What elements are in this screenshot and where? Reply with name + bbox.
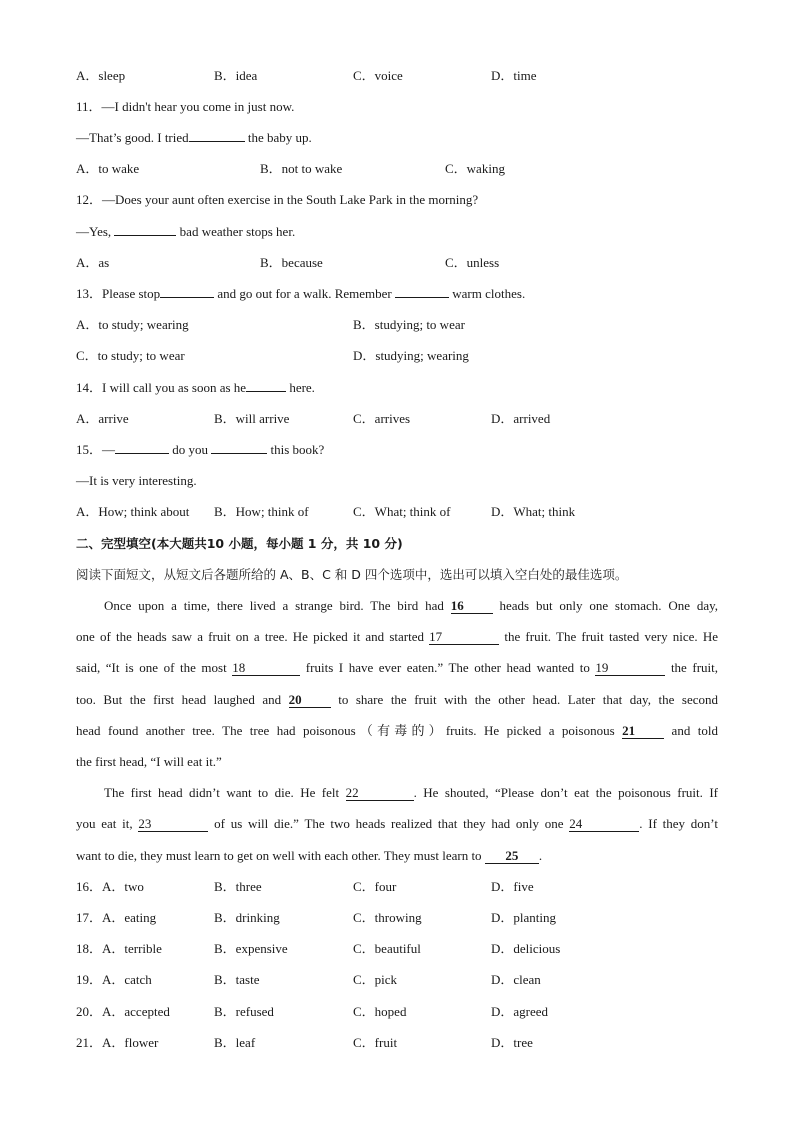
passage-line: one of the heads saw a fruit on a tree. He picked it and started 17 the fruit. The fruit tasted very nice. He bbox=[76, 629, 718, 644]
cloze-blank-25: 25 bbox=[485, 849, 539, 864]
q10-option-a: A．sleep bbox=[76, 68, 126, 83]
passage-line: you eat it, 23 of us will die.” The two heads realized that they had only one 24 . If they don’t bbox=[76, 816, 718, 831]
q15-option-a: A．How; think about bbox=[76, 504, 190, 519]
q15-option-b: B．How; think of bbox=[214, 504, 309, 519]
answer-blank bbox=[395, 297, 449, 298]
q20-option-c: C．hoped bbox=[353, 1004, 407, 1019]
q18-option-c: C．beautiful bbox=[353, 941, 421, 956]
q21-option-d: D．tree bbox=[491, 1035, 533, 1050]
section-instruction: 阅读下面短文，从短文后各题所给的 A、B、C 和 D 四个选项中，选出可以填入空白处的最佳选项。 bbox=[76, 567, 628, 582]
q14-option-c: C．arrives bbox=[353, 411, 411, 426]
passage-line: the first head, “I will eat it.” bbox=[76, 754, 222, 769]
cloze-blank-16: 16 bbox=[451, 599, 493, 614]
q11-stem: 11．—I didn't hear you come in just now. bbox=[76, 99, 295, 114]
q19-option-b: B．taste bbox=[214, 972, 260, 987]
q13-option-a: A．to study; wearing bbox=[76, 317, 189, 332]
q18-option-a: 18．A．terrible bbox=[76, 941, 162, 956]
q11-option-c: C．waking bbox=[445, 161, 505, 176]
q14-option-d: D．arrived bbox=[491, 411, 551, 426]
answer-blank bbox=[160, 297, 214, 298]
cloze-blank-20: 20 bbox=[289, 693, 331, 708]
cloze-blank-23: 23 bbox=[138, 817, 208, 832]
q18-option-b: B．expensive bbox=[214, 941, 288, 956]
q12-option-a: A．as bbox=[76, 255, 110, 270]
q11-option-b: B．not to wake bbox=[260, 161, 343, 176]
q13-option-d: D．studying; wearing bbox=[353, 348, 469, 363]
q20-option-d: D．agreed bbox=[491, 1004, 549, 1019]
q11-option-a: A．to wake bbox=[76, 161, 140, 176]
passage-line: said, “It is one of the most 18 fruits I have ever eaten.” The other head wanted to 19 the fruit, bbox=[76, 660, 719, 675]
answer-blank bbox=[211, 453, 267, 454]
passage-line: The first head didn’t want to die. He felt 22 . He shouted, “Please don’t eat the poisonous fruit. If bbox=[104, 785, 718, 800]
q17-option-b: B．drinking bbox=[214, 910, 280, 925]
q17-option-a: 17．A．eating bbox=[76, 910, 157, 925]
answer-blank bbox=[115, 453, 169, 454]
q12-stem: 12．—Does your aunt often exercise in the South Lake Park in the morning? bbox=[76, 192, 479, 207]
q21-option-c: C．fruit bbox=[353, 1035, 398, 1050]
passage-line: Once upon a time, there lived a strange bird. The bird had 16 heads but only one stomach. One day, bbox=[104, 598, 719, 613]
q19-option-a: 19．A．catch bbox=[76, 972, 152, 987]
q12-option-c: C．unless bbox=[445, 255, 500, 270]
cloze-blank-24: 24 bbox=[569, 817, 639, 832]
q14-option-a: A．arrive bbox=[76, 411, 129, 426]
section-heading: 二、完型填空(本大题共10 小题，每小题 1 分，共 10 分) bbox=[76, 536, 403, 551]
q15-stem: 15．— do you this book? bbox=[76, 442, 325, 457]
cloze-blank-18: 18 bbox=[232, 661, 300, 676]
cloze-blank-21: 21 bbox=[622, 724, 664, 739]
q13-stem: 13．Please stop and go out for a walk. Remember warm clothes. bbox=[76, 286, 526, 301]
q18-option-d: D．delicious bbox=[491, 941, 561, 956]
q15-option-c: C．What; think of bbox=[353, 504, 451, 519]
q21-option-b: B．leaf bbox=[214, 1035, 256, 1050]
q12-reply: —Yes, bad weather stops her. bbox=[76, 224, 296, 239]
q16-option-d: D．five bbox=[491, 879, 534, 894]
q21-option-a: 21．A．flower bbox=[76, 1035, 159, 1050]
answer-blank bbox=[189, 141, 245, 142]
passage-line: head found another tree. The tree had poisonous（有毒的）fruits. He picked a poisonous 21 and told bbox=[76, 723, 718, 738]
q12-option-b: B．because bbox=[260, 255, 323, 270]
cloze-blank-22: 22 bbox=[346, 786, 414, 801]
q17-option-d: D．planting bbox=[491, 910, 556, 925]
cloze-blank-19: 19 bbox=[595, 661, 665, 676]
q19-option-c: C．pick bbox=[353, 972, 398, 987]
q10-option-b: B．idea bbox=[214, 68, 258, 83]
cloze-blank-17: 17 bbox=[429, 630, 499, 645]
passage-line: want to die, they must learn to get on well with each other. They must learn to 25 . bbox=[76, 848, 543, 863]
answer-blank bbox=[114, 235, 176, 236]
q20-option-b: B．refused bbox=[214, 1004, 274, 1019]
passage-line: too. But the first head laughed and 20 to share the fruit with the other head. Later that day, the second bbox=[76, 692, 718, 707]
q20-option-a: 20．A．accepted bbox=[76, 1004, 170, 1019]
answer-blank bbox=[246, 391, 286, 392]
q11-reply: —That’s good. I tried the baby up. bbox=[76, 130, 312, 145]
q14-option-b: B．will arrive bbox=[214, 411, 290, 426]
q19-option-d: D．clean bbox=[491, 972, 541, 987]
q13-option-c: C．to study; to wear bbox=[76, 348, 185, 363]
q10-option-c: C．voice bbox=[353, 68, 403, 83]
q16-option-c: C．four bbox=[353, 879, 397, 894]
q16-option-b: B．three bbox=[214, 879, 262, 894]
q15-reply: —It is very interesting. bbox=[76, 473, 197, 488]
q10-option-d: D．time bbox=[491, 68, 537, 83]
q16-option-a: 16．A．two bbox=[76, 879, 144, 894]
q17-option-c: C．throwing bbox=[353, 910, 422, 925]
q14-stem: 14．I will call you as soon as he here. bbox=[76, 380, 315, 395]
q13-option-b: B．studying; to wear bbox=[353, 317, 465, 332]
q15-option-d: D．What; think bbox=[491, 504, 576, 519]
